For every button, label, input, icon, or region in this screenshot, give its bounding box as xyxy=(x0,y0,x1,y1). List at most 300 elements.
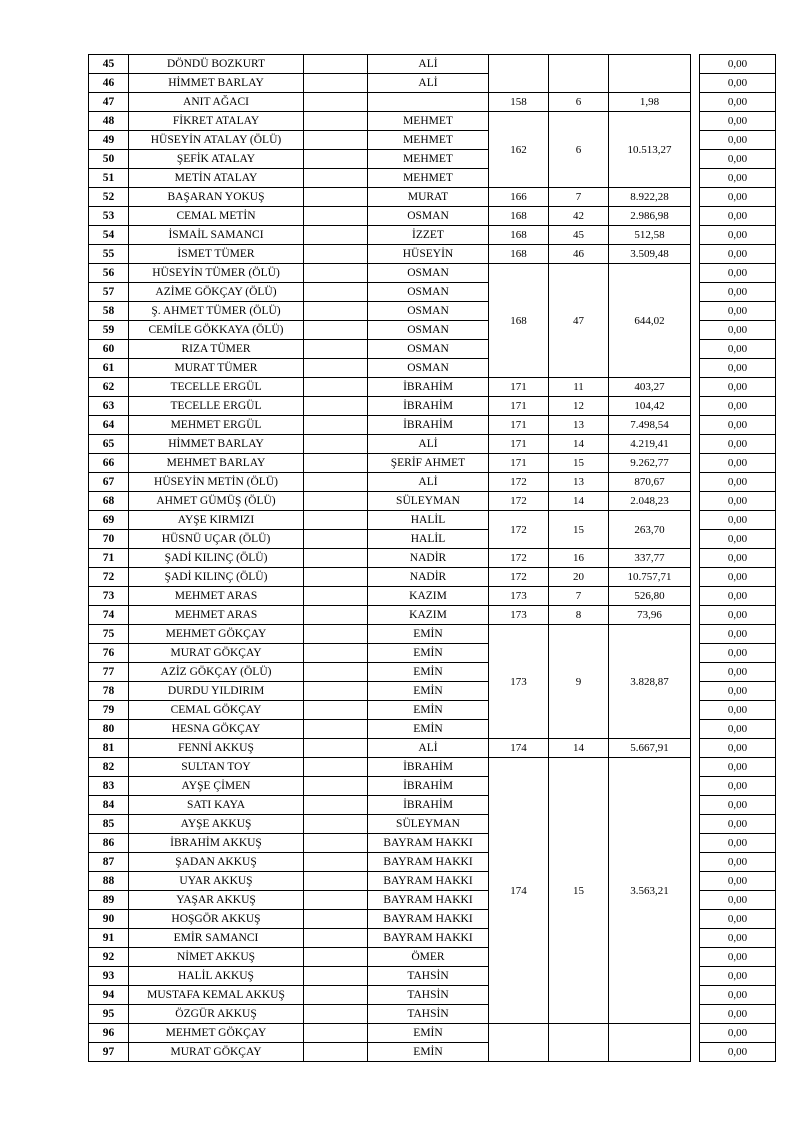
owner-name-cell: FENNİ AKKUŞ xyxy=(129,739,304,758)
owner-name-cell: Ş. AHMET TÜMER (ÖLÜ) xyxy=(129,302,304,321)
blank-cell xyxy=(304,207,368,226)
father-name-cell: MEHMET xyxy=(368,131,489,150)
gap-cell xyxy=(691,55,700,74)
gap-cell xyxy=(691,226,700,245)
father-name-cell: EMİN xyxy=(368,1043,489,1062)
block-number-cell: 173 xyxy=(489,587,549,606)
row-number-cell: 49 xyxy=(89,131,129,150)
area-cell: 7.498,54 xyxy=(609,416,691,435)
area-cell: 1,98 xyxy=(609,93,691,112)
row-number-cell: 87 xyxy=(89,853,129,872)
amount-cell: 0,00 xyxy=(700,929,776,948)
gap-cell xyxy=(691,587,700,606)
parcel-number-cell: 20 xyxy=(549,568,609,587)
gap-cell xyxy=(691,416,700,435)
amount-cell: 0,00 xyxy=(700,454,776,473)
owner-name-cell: HÜSEYİN ATALAY (ÖLÜ) xyxy=(129,131,304,150)
table-row xyxy=(89,207,776,226)
gap-cell xyxy=(691,701,700,720)
blank-cell xyxy=(304,1024,368,1043)
table-row xyxy=(89,454,776,473)
father-name-cell: BAYRAM HAKKI xyxy=(368,834,489,853)
owners-table xyxy=(88,54,776,1062)
gap-cell xyxy=(691,530,700,549)
row-number-cell: 71 xyxy=(89,549,129,568)
gap-cell xyxy=(691,264,700,283)
row-number-cell: 72 xyxy=(89,568,129,587)
owner-name-cell: AYŞE ÇİMEN xyxy=(129,777,304,796)
blank-cell xyxy=(304,853,368,872)
block-number-cell: 172 xyxy=(489,549,549,568)
gap-cell xyxy=(691,454,700,473)
row-number-cell: 58 xyxy=(89,302,129,321)
amount-cell: 0,00 xyxy=(700,112,776,131)
owner-name-cell: CEMİLE GÖKKAYA (ÖLÜ) xyxy=(129,321,304,340)
row-number-cell: 51 xyxy=(89,169,129,188)
gap-cell xyxy=(691,131,700,150)
amount-cell: 0,00 xyxy=(700,302,776,321)
block-number-cell: 174 xyxy=(489,739,549,758)
father-name-cell: ALİ xyxy=(368,739,489,758)
parcel-number-cell: 15 xyxy=(549,454,609,473)
gap-cell xyxy=(691,967,700,986)
father-name-cell: NADİR xyxy=(368,549,489,568)
amount-cell: 0,00 xyxy=(700,948,776,967)
block-number-cell: 162 xyxy=(489,112,549,188)
block-number-cell: 168 xyxy=(489,245,549,264)
row-number-cell: 96 xyxy=(89,1024,129,1043)
gap-cell xyxy=(691,207,700,226)
row-number-cell: 77 xyxy=(89,663,129,682)
father-name-cell: İBRAHİM xyxy=(368,758,489,777)
blank-cell xyxy=(304,967,368,986)
gap-cell xyxy=(691,853,700,872)
row-number-cell: 62 xyxy=(89,378,129,397)
blank-cell xyxy=(304,435,368,454)
blank-cell xyxy=(304,834,368,853)
amount-cell: 0,00 xyxy=(700,967,776,986)
blank-cell xyxy=(304,682,368,701)
owner-name-cell: AHMET GÜMÜŞ (ÖLÜ) xyxy=(129,492,304,511)
amount-cell: 0,00 xyxy=(700,606,776,625)
amount-cell: 0,00 xyxy=(700,587,776,606)
gap-cell xyxy=(691,150,700,169)
owner-name-cell: RIZA TÜMER xyxy=(129,340,304,359)
owner-name-cell: AZİZ GÖKÇAY (ÖLÜ) xyxy=(129,663,304,682)
row-number-cell: 73 xyxy=(89,587,129,606)
gap-cell xyxy=(691,625,700,644)
father-name-cell: OSMAN xyxy=(368,207,489,226)
row-number-cell: 48 xyxy=(89,112,129,131)
row-number-cell: 88 xyxy=(89,872,129,891)
owner-name-cell: MEHMET BARLAY xyxy=(129,454,304,473)
owner-name-cell: HİMMET BARLAY xyxy=(129,74,304,93)
blank-cell xyxy=(304,226,368,245)
amount-cell: 0,00 xyxy=(700,682,776,701)
gap-cell xyxy=(691,796,700,815)
blank-cell xyxy=(304,530,368,549)
amount-cell: 0,00 xyxy=(700,131,776,150)
blank-cell xyxy=(304,568,368,587)
owner-name-cell: CEMAL GÖKÇAY xyxy=(129,701,304,720)
owner-name-cell: CEMAL METİN xyxy=(129,207,304,226)
blank-cell xyxy=(304,74,368,93)
gap-cell xyxy=(691,549,700,568)
owner-name-cell: AYŞE KIRMIZI xyxy=(129,511,304,530)
blank-cell xyxy=(304,169,368,188)
row-number-cell: 47 xyxy=(89,93,129,112)
amount-cell: 0,00 xyxy=(700,340,776,359)
block-number-cell: 171 xyxy=(489,454,549,473)
amount-cell: 0,00 xyxy=(700,758,776,777)
gap-cell xyxy=(691,93,700,112)
row-number-cell: 69 xyxy=(89,511,129,530)
gap-cell xyxy=(691,815,700,834)
area-cell: 2.986,98 xyxy=(609,207,691,226)
owner-name-cell: DURDU YILDIRIM xyxy=(129,682,304,701)
blank-cell xyxy=(304,359,368,378)
table-row xyxy=(89,758,776,777)
amount-cell: 0,00 xyxy=(700,359,776,378)
amount-cell: 0,00 xyxy=(700,207,776,226)
parcel-number-cell: 9 xyxy=(549,625,609,739)
row-number-cell: 79 xyxy=(89,701,129,720)
gap-cell xyxy=(691,1024,700,1043)
father-name-cell: EMİN xyxy=(368,701,489,720)
parcel-number-cell: 7 xyxy=(549,188,609,207)
gap-cell xyxy=(691,891,700,910)
block-number-cell: 172 xyxy=(489,568,549,587)
area-cell: 512,58 xyxy=(609,226,691,245)
parcel-number-cell: 16 xyxy=(549,549,609,568)
table-row xyxy=(89,226,776,245)
gap-cell xyxy=(691,397,700,416)
block-number-cell: 158 xyxy=(489,93,549,112)
blank-cell xyxy=(304,473,368,492)
area-cell: 3.828,87 xyxy=(609,625,691,739)
amount-cell: 0,00 xyxy=(700,1043,776,1062)
row-number-cell: 67 xyxy=(89,473,129,492)
owner-name-cell: MURAT GÖKÇAY xyxy=(129,1043,304,1062)
owner-name-cell: HALİL AKKUŞ xyxy=(129,967,304,986)
row-number-cell: 45 xyxy=(89,55,129,74)
parcel-number-cell: 14 xyxy=(549,435,609,454)
gap-cell xyxy=(691,1043,700,1062)
amount-cell: 0,00 xyxy=(700,416,776,435)
father-name-cell: EMİN xyxy=(368,1024,489,1043)
father-name-cell: KAZIM xyxy=(368,587,489,606)
row-number-cell: 81 xyxy=(89,739,129,758)
amount-cell: 0,00 xyxy=(700,739,776,758)
blank-cell xyxy=(304,549,368,568)
table-row xyxy=(89,549,776,568)
blank-cell xyxy=(304,397,368,416)
parcel-number-cell: 13 xyxy=(549,416,609,435)
owner-name-cell: İSMET TÜMER xyxy=(129,245,304,264)
father-name-cell: MEHMET xyxy=(368,150,489,169)
block-number-cell: 172 xyxy=(489,492,549,511)
father-name-cell: İBRAHİM xyxy=(368,397,489,416)
table-row xyxy=(89,264,776,283)
area-cell: 73,96 xyxy=(609,606,691,625)
amount-cell: 0,00 xyxy=(700,549,776,568)
amount-cell: 0,00 xyxy=(700,321,776,340)
area-cell: 870,67 xyxy=(609,473,691,492)
gap-cell xyxy=(691,302,700,321)
row-number-cell: 95 xyxy=(89,1005,129,1024)
father-name-cell: BAYRAM HAKKI xyxy=(368,910,489,929)
row-number-cell: 86 xyxy=(89,834,129,853)
parcel-number-cell xyxy=(549,55,609,93)
father-name-cell: BAYRAM HAKKI xyxy=(368,929,489,948)
father-name-cell: BAYRAM HAKKI xyxy=(368,872,489,891)
row-number-cell: 61 xyxy=(89,359,129,378)
row-number-cell: 83 xyxy=(89,777,129,796)
owner-name-cell: MEHMET ARAS xyxy=(129,606,304,625)
father-name-cell: ALİ xyxy=(368,473,489,492)
father-name-cell: OSMAN xyxy=(368,264,489,283)
father-name-cell: İZZET xyxy=(368,226,489,245)
owner-name-cell: SATI KAYA xyxy=(129,796,304,815)
gap-cell xyxy=(691,986,700,1005)
owner-name-cell: MEHMET ERGÜL xyxy=(129,416,304,435)
row-number-cell: 57 xyxy=(89,283,129,302)
row-number-cell: 55 xyxy=(89,245,129,264)
amount-cell: 0,00 xyxy=(700,74,776,93)
gap-cell xyxy=(691,1005,700,1024)
area-cell: 8.922,28 xyxy=(609,188,691,207)
amount-cell: 0,00 xyxy=(700,891,776,910)
row-number-cell: 90 xyxy=(89,910,129,929)
parcel-number-cell: 14 xyxy=(549,492,609,511)
father-name-cell: OSMAN xyxy=(368,359,489,378)
father-name-cell: OSMAN xyxy=(368,302,489,321)
owner-name-cell: ŞADİ KILINÇ (ÖLÜ) xyxy=(129,568,304,587)
gap-cell xyxy=(691,340,700,359)
amount-cell: 0,00 xyxy=(700,150,776,169)
block-number-cell: 171 xyxy=(489,435,549,454)
parcel-number-cell: 15 xyxy=(549,758,609,1024)
block-number-cell: 173 xyxy=(489,606,549,625)
area-cell: 10.757,71 xyxy=(609,568,691,587)
amount-cell: 0,00 xyxy=(700,644,776,663)
gap-cell xyxy=(691,492,700,511)
owner-name-cell: BAŞARAN YOKUŞ xyxy=(129,188,304,207)
amount-cell: 0,00 xyxy=(700,93,776,112)
blank-cell xyxy=(304,929,368,948)
parcel-number-cell: 13 xyxy=(549,473,609,492)
blank-cell xyxy=(304,378,368,397)
area-cell xyxy=(609,1024,691,1062)
father-name-cell: İBRAHİM xyxy=(368,416,489,435)
block-number-cell: 172 xyxy=(489,473,549,492)
row-number-cell: 76 xyxy=(89,644,129,663)
amount-cell: 0,00 xyxy=(700,473,776,492)
table-row xyxy=(89,188,776,207)
father-name-cell: SÜLEYMAN xyxy=(368,492,489,511)
father-name-cell: OSMAN xyxy=(368,340,489,359)
row-number-cell: 97 xyxy=(89,1043,129,1062)
gap-cell xyxy=(691,188,700,207)
table-row xyxy=(89,587,776,606)
area-cell xyxy=(609,55,691,93)
gap-cell xyxy=(691,663,700,682)
blank-cell xyxy=(304,93,368,112)
blank-cell xyxy=(304,454,368,473)
amount-cell: 0,00 xyxy=(700,492,776,511)
father-name-cell: MEHMET xyxy=(368,112,489,131)
block-number-cell: 171 xyxy=(489,397,549,416)
amount-cell: 0,00 xyxy=(700,283,776,302)
row-number-cell: 85 xyxy=(89,815,129,834)
parcel-number-cell: 6 xyxy=(549,112,609,188)
gap-cell xyxy=(691,112,700,131)
table-row xyxy=(89,568,776,587)
gap-cell xyxy=(691,644,700,663)
owner-name-cell: ŞADİ KILINÇ (ÖLÜ) xyxy=(129,549,304,568)
blank-cell xyxy=(304,321,368,340)
owner-name-cell: ŞEFİK ATALAY xyxy=(129,150,304,169)
blank-cell xyxy=(304,264,368,283)
blank-cell xyxy=(304,625,368,644)
row-number-cell: 66 xyxy=(89,454,129,473)
amount-cell: 0,00 xyxy=(700,530,776,549)
father-name-cell: ALİ xyxy=(368,435,489,454)
row-number-cell: 89 xyxy=(89,891,129,910)
amount-cell: 0,00 xyxy=(700,872,776,891)
father-name-cell: MURAT xyxy=(368,188,489,207)
table-row xyxy=(89,93,776,112)
parcel-number-cell: 8 xyxy=(549,606,609,625)
blank-cell xyxy=(304,701,368,720)
area-cell: 10.513,27 xyxy=(609,112,691,188)
amount-cell: 0,00 xyxy=(700,625,776,644)
row-number-cell: 75 xyxy=(89,625,129,644)
row-number-cell: 68 xyxy=(89,492,129,511)
amount-cell: 0,00 xyxy=(700,777,776,796)
block-number-cell: 174 xyxy=(489,758,549,1024)
father-name-cell: SÜLEYMAN xyxy=(368,815,489,834)
owner-name-cell: HÜSNÜ UÇAR (ÖLÜ) xyxy=(129,530,304,549)
blank-cell xyxy=(304,492,368,511)
father-name-cell: EMİN xyxy=(368,663,489,682)
table-row xyxy=(89,473,776,492)
block-number-cell: 166 xyxy=(489,188,549,207)
area-cell: 5.667,91 xyxy=(609,739,691,758)
amount-cell: 0,00 xyxy=(700,245,776,264)
owner-name-cell: TECELLE ERGÜL xyxy=(129,378,304,397)
amount-cell: 0,00 xyxy=(700,910,776,929)
block-number-cell xyxy=(489,55,549,93)
owner-name-cell: MEHMET GÖKÇAY xyxy=(129,1024,304,1043)
amount-cell: 0,00 xyxy=(700,796,776,815)
gap-cell xyxy=(691,758,700,777)
area-cell: 4.219,41 xyxy=(609,435,691,454)
amount-cell: 0,00 xyxy=(700,701,776,720)
father-name-cell: TAHSİN xyxy=(368,1005,489,1024)
table-row xyxy=(89,739,776,758)
parcel-number-cell: 11 xyxy=(549,378,609,397)
gap-cell xyxy=(691,435,700,454)
row-number-cell: 52 xyxy=(89,188,129,207)
gap-cell xyxy=(691,473,700,492)
owner-name-cell: TECELLE ERGÜL xyxy=(129,397,304,416)
father-name-cell: OSMAN xyxy=(368,283,489,302)
blank-cell xyxy=(304,815,368,834)
row-number-cell: 70 xyxy=(89,530,129,549)
gap-cell xyxy=(691,511,700,530)
gap-cell xyxy=(691,720,700,739)
table-row xyxy=(89,378,776,397)
area-cell: 644,02 xyxy=(609,264,691,378)
father-name-cell: EMİN xyxy=(368,720,489,739)
table-row xyxy=(89,1024,776,1043)
area-cell: 403,27 xyxy=(609,378,691,397)
table-row xyxy=(89,492,776,511)
blank-cell xyxy=(304,302,368,321)
area-cell: 3.509,48 xyxy=(609,245,691,264)
area-cell: 263,70 xyxy=(609,511,691,549)
owner-name-cell: ANIT AĞACI xyxy=(129,93,304,112)
amount-cell: 0,00 xyxy=(700,663,776,682)
owner-name-cell: İSMAİL SAMANCI xyxy=(129,226,304,245)
row-number-cell: 63 xyxy=(89,397,129,416)
blank-cell xyxy=(304,245,368,264)
block-number-cell: 168 xyxy=(489,207,549,226)
row-number-cell: 91 xyxy=(89,929,129,948)
table-row xyxy=(89,625,776,644)
owner-name-cell: YAŞAR AKKUŞ xyxy=(129,891,304,910)
table-row xyxy=(89,606,776,625)
gap-cell xyxy=(691,777,700,796)
amount-cell: 0,00 xyxy=(700,188,776,207)
amount-cell: 0,00 xyxy=(700,834,776,853)
father-name-cell: BAYRAM HAKKI xyxy=(368,853,489,872)
parcel-number-cell: 6 xyxy=(549,93,609,112)
owner-name-cell: AYŞE AKKUŞ xyxy=(129,815,304,834)
blank-cell xyxy=(304,758,368,777)
gap-cell xyxy=(691,948,700,967)
blank-cell xyxy=(304,644,368,663)
father-name-cell: TAHSİN xyxy=(368,967,489,986)
father-name-cell: HALİL xyxy=(368,511,489,530)
owner-name-cell: MUSTAFA KEMAL AKKUŞ xyxy=(129,986,304,1005)
gap-cell xyxy=(691,739,700,758)
owner-name-cell: HÜSEYİN TÜMER (ÖLÜ) xyxy=(129,264,304,283)
area-cell: 337,77 xyxy=(609,549,691,568)
gap-cell xyxy=(691,568,700,587)
table-row xyxy=(89,397,776,416)
blank-cell xyxy=(304,131,368,150)
owner-name-cell: NİMET AKKUŞ xyxy=(129,948,304,967)
gap-cell xyxy=(691,74,700,93)
blank-cell xyxy=(304,188,368,207)
block-number-cell: 171 xyxy=(489,416,549,435)
table-row xyxy=(89,435,776,454)
blank-cell xyxy=(304,739,368,758)
amount-cell: 0,00 xyxy=(700,1005,776,1024)
table-row xyxy=(89,416,776,435)
row-number-cell: 80 xyxy=(89,720,129,739)
row-number-cell: 50 xyxy=(89,150,129,169)
father-name-cell: ÖMER xyxy=(368,948,489,967)
blank-cell xyxy=(304,796,368,815)
gap-cell xyxy=(691,359,700,378)
amount-cell: 0,00 xyxy=(700,1024,776,1043)
owner-name-cell: MEHMET ARAS xyxy=(129,587,304,606)
blank-cell xyxy=(304,150,368,169)
amount-cell: 0,00 xyxy=(700,169,776,188)
